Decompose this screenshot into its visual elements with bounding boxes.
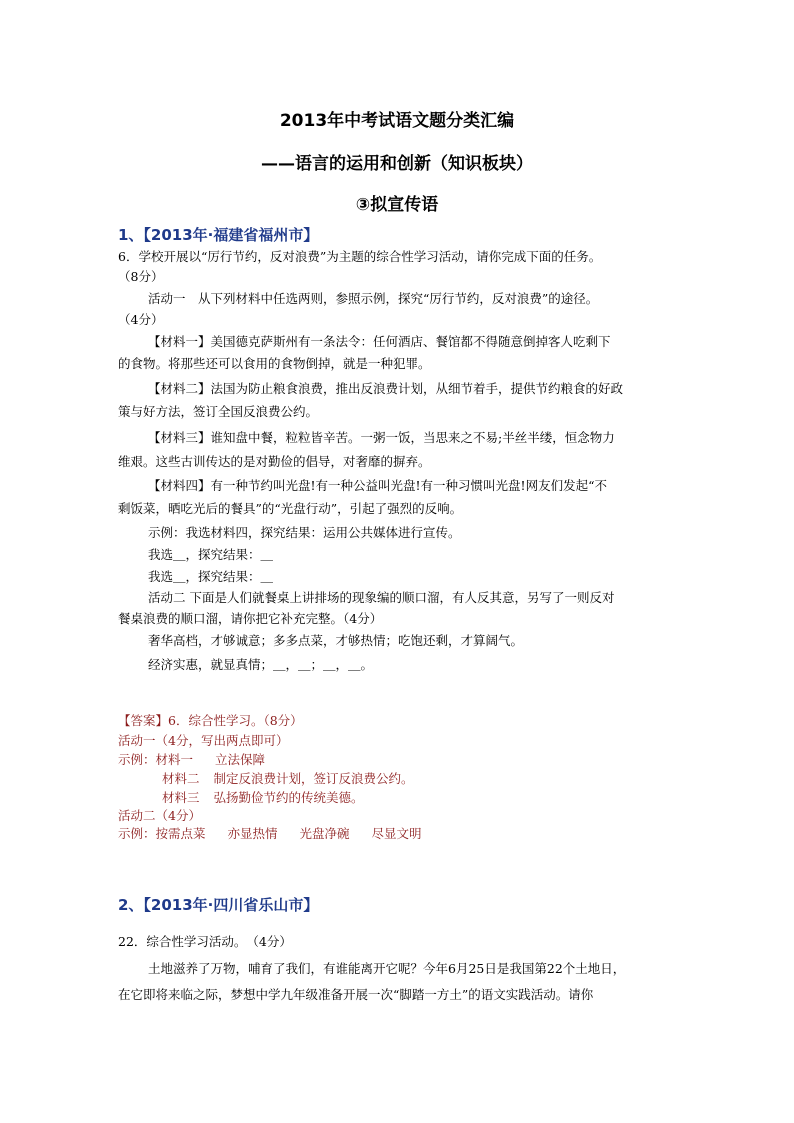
rhyme-line-2: 经济实惠，就显真情；＿，＿；＿，＿。 (148, 657, 374, 672)
answer-line-7-c: 尽显文明 (371, 826, 422, 841)
answer-line-5-text: 弘扬勤俭节约的传统美德。 (213, 790, 364, 805)
answer-line-3-label: 示例：材料一 (118, 752, 194, 767)
answer-line-7-b: 光盘净碗 (299, 826, 350, 841)
q2-para-line-1: 土地滋养了万物，哺育了我们，有谁能离开它呢？今年6月25日是我国第22个土地日， (148, 961, 626, 976)
section-title: ③拟宣传语 (355, 195, 439, 215)
answer-line-1: 【答案】6．综合性学习。（8分） (118, 713, 303, 728)
document-subtitle: ——语言的运用和创新（知识板块） (261, 154, 533, 174)
activity-2-line-2: 餐桌浪费的顺口溜，请你把它补充完整。（4分） (118, 611, 383, 626)
material-4-line-2: 剩饭菜，晒吃光后的餐具”的“光盘行动”，引起了强烈的反响。 (118, 501, 463, 516)
material-1-line-2: 的食物。将那些还可以食用的食物倒掉，就是一种犯罪。 (118, 356, 431, 371)
answer-line-3-text: 立法保障 (215, 752, 266, 767)
material-2-line-2: 策与好方法，签订全国反浪费公约。 (118, 404, 319, 419)
answer-line-4-label: 材料二 (162, 771, 200, 786)
answer-line-7-label: 示例：按需点菜 (118, 826, 206, 841)
q1-stem-line-2: （8分） (118, 269, 164, 284)
answer-line-7 (118, 826, 422, 842)
answer-line-2: 活动一（4分，写出两点即可） (118, 733, 289, 748)
answer-line-7-a: 亦显热情 (227, 826, 278, 841)
q1-stem-line-1: 6．学校开展以“厉行节约，反对浪费”为主题的综合性学习活动，请你完成下面的任务。 (118, 249, 602, 264)
activity-1-line-1: 活动一 从下列材料中任选两则，参照示例，探究“厉行节约，反对浪费”的途径。 (148, 291, 599, 306)
answer-line-5 (162, 790, 364, 806)
material-4-line-1: 【材料四】有一种节约叫光盘!有一种公益叫光盘!有一种习惯叫光盘!网友们发起“不 (148, 478, 607, 493)
question-2-heading: 2、【2013年·四川省乐山市】 (118, 896, 319, 914)
material-1-line-1: 【材料一】美国德克萨斯州有一条法令：任何酒店、餐馆都不得随意倒掉客人吃剩下 (148, 334, 611, 349)
document-title: 2013年中考试语文题分类汇编 (279, 111, 515, 131)
answer-line-4 (162, 771, 414, 787)
question-1-heading: 1、【2013年·福建省福州市】 (118, 226, 319, 244)
answer-line-6: 活动二（4分） (118, 808, 201, 823)
material-3-line-1: 【材料三】谁知盘中餐，粒粒皆辛苦。一粥一饭，当思来之不易;半丝半缕，恒念物力 (148, 430, 615, 445)
blank-line-2: 我选＿，探究结果：＿ (148, 569, 274, 584)
rhyme-line-1: 奢华高档，才够诚意；多多点菜，才够热情；吃饱还剩，才算阔气。 (148, 633, 524, 648)
answer-line-4-text: 制定反浪费计划，签订反浪费公约。 (213, 771, 414, 786)
material-3-line-2: 维艰。这些古训传达的是对勤俭的倡导，对奢靡的摒弃。 (118, 454, 431, 469)
material-2-line-1: 【材料二】法国为防止粮食浪费，推出反浪费计划，从细节着手，提供节约粮食的好政 (148, 381, 624, 396)
activity-2-line-1: 活动二 下面是人们就餐桌上讲排场的现象编的顺口溜，有人反其意，另写了一则反对 (148, 590, 615, 605)
example-line: 示例：我选材料四，探究结果：运用公共媒体进行宣传。 (148, 525, 461, 540)
blank-line-1: 我选＿，探究结果：＿ (148, 547, 274, 562)
q2-stem: 22．综合性学习活动。 （4分） (118, 934, 292, 949)
answer-line-5-label: 材料三 (162, 790, 200, 805)
activity-1-line-2: （4分） (118, 312, 164, 327)
answer-line-3 (118, 752, 265, 768)
q2-para-line-2: 在它即将来临之际，梦想中学九年级准备开展一次“脚踏一方土”的语文实践活动。请你 (118, 987, 594, 1002)
